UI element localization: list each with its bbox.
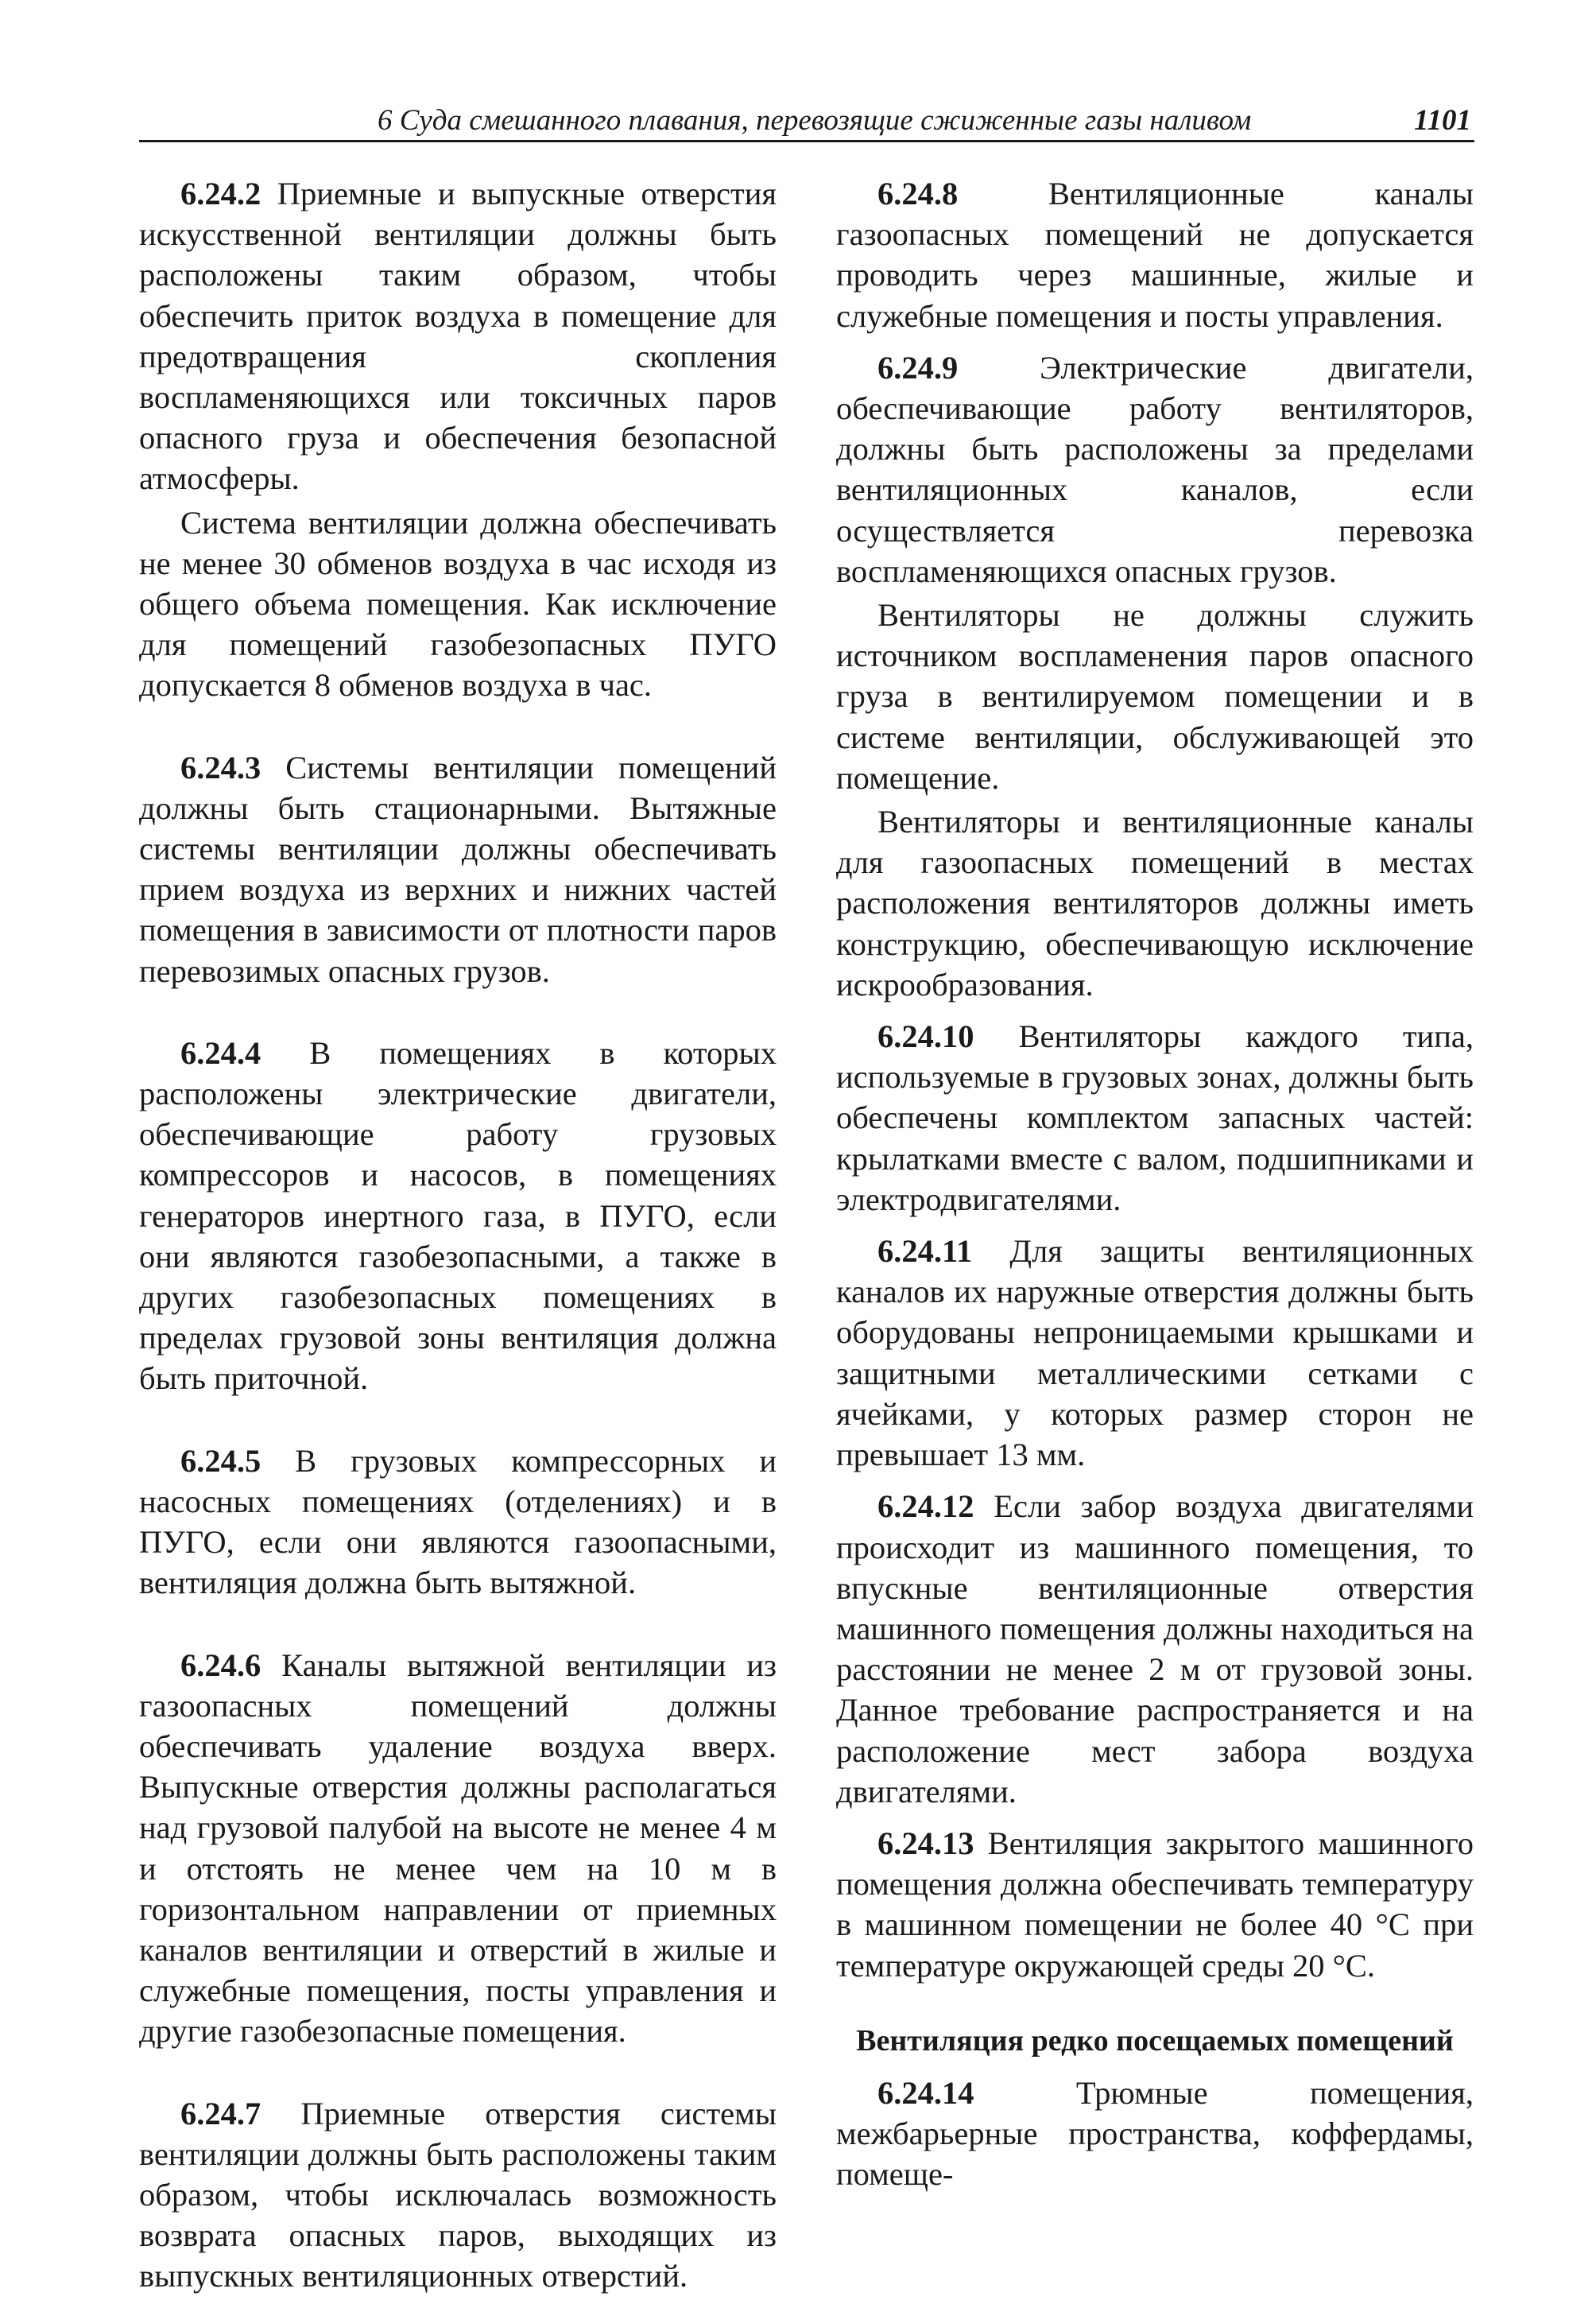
clause-text: В помещениях в которых расположены электрические двигатели, обеспечивающие работу грузовых компрессоров и насосов, в помещениях генераторов инертного газа, в ПУГО, если они являются газобезопасными, а также в других газобезопасных помещениях в пределах грузовой зоны вентиляция должна быть приточной. bbox=[139, 1034, 777, 1397]
page-number: 1101 bbox=[1414, 104, 1471, 137]
clause-text: В грузовых компрессорных и насосных помещениях (отделениях) и в ПУГО, если они являются газоопасными, вентиляция должна быть вытяжной. bbox=[139, 1442, 777, 1601]
clause-number: 6.24.11 bbox=[877, 1233, 973, 1270]
paragraph-6-24-12 bbox=[836, 1486, 1474, 1812]
clause-number: 6.24.5 bbox=[180, 1442, 261, 1479]
clause-text: Системы вентиляции помещений должны быть стационарными. Вытяжные системы вентиляции должны обеспечивать прием воздуха из верхних и нижних частей помещения в зависимости от плотности паров перевозимых опасных грузов. bbox=[139, 749, 777, 989]
clause-text: Вентиляционные каналы газоопасных помещений не допускается проводить через машинные, жилые и служебные помещения и посты управления. bbox=[836, 176, 1474, 334]
paragraph-6-24-14 bbox=[836, 2073, 1474, 2195]
running-header bbox=[139, 99, 1474, 142]
clause-number: 6.24.3 bbox=[180, 749, 261, 785]
paragraph-6-24-6 bbox=[139, 1645, 777, 2052]
clause-number: 6.24.8 bbox=[877, 176, 959, 211]
paragraph-6-24-8 bbox=[836, 173, 1474, 336]
paragraph-6-24-9-continued-2: Вентиляторы и вентиляционные каналы для газоопасных помещений в местах расположения вентиляторов должны иметь конструкцию, обеспечивающую исключение искрообразования. bbox=[836, 804, 1474, 1003]
clause-number: 6.24.13 bbox=[877, 1825, 974, 1861]
clause-text: Если забор воздуха двигателями происходит из машинного помещения, то впускные вентиляционные отверстия машинного помещения должны находиться на расстоянии не менее 2 м от грузовой зоны. Данное требование распространяется и на расположение мест забора воздуха двигателями. bbox=[836, 1488, 1474, 1809]
paragraph-6-24-2-continued: Система вентиляции должна обеспечивать не менее 30 обменов воздуха в час исходя из общего объема помещения. Как исключение для помещений газобезопасных ПУГО допускается 8 обменов воздуха в час. bbox=[139, 504, 777, 704]
clause-text: Вентиляторы каждого типа, используемые в грузовых зонах, должны быть обеспечены комплектом запасных частей: крылатками вместе с валом, подшипниками и электродвигателями. bbox=[836, 1018, 1474, 1217]
clause-number: 6.24.14 bbox=[877, 2074, 974, 2111]
left-column bbox=[139, 173, 777, 2300]
paragraph-6-24-11 bbox=[836, 1231, 1474, 1475]
right-column bbox=[836, 173, 1474, 2198]
clause-text: Электрические двигатели, обеспечивающие работу вентиляторов, должны быть расположены за пределами вентиляционных каналов, если осуществляется перевозка воспламеняющихся опасных грузов. bbox=[836, 349, 1474, 589]
paragraph-6-24-9 bbox=[836, 347, 1474, 591]
clause-number: 6.24.6 bbox=[180, 1646, 261, 1683]
header-title: 6 Суда смешанного плавания, перевозящие сжиженные газы наливом bbox=[378, 104, 1252, 137]
clause-number: 6.24.9 bbox=[877, 349, 959, 386]
clause-text: Трюмные помещения, межбарьерные пространства, коффердамы, помеще- bbox=[836, 2074, 1474, 2193]
clause-text: Вентиляция закрытого машинного помещения должна обеспечивать температуру в машинном помещении не более 40 °С при температуре окружающей среды 20 °С. bbox=[836, 1825, 1474, 1984]
paragraph-6-24-9-continued: Вентиляторы не должны служить источником воспламенения паров опасного груза в вентилируемом помещении и в системе вентиляции, обслуживающей это помещение. bbox=[836, 597, 1474, 796]
clause-number: 6.24.10 bbox=[877, 1018, 974, 1055]
paragraph-6-24-10 bbox=[836, 1016, 1474, 1220]
clause-number: 6.24.12 bbox=[877, 1488, 974, 1525]
paragraph-6-24-7 bbox=[139, 2093, 777, 2297]
clause-text: Для защиты вентиляционных каналов их наружные отверстия должны быть оборудованы непроницаемыми крышками и защитными металлическими сетками с ячейками, у которых размер сторон не превышает 13 мм. bbox=[836, 1233, 1474, 1473]
clause-number: 6.24.7 bbox=[180, 2095, 261, 2131]
clause-number: 6.24.4 bbox=[180, 1034, 261, 1071]
paragraph-6-24-13 bbox=[836, 1823, 1474, 1986]
clause-text: Приемные и выпускные отверстия искусственной вентиляции должны быть расположены таким образом, чтобы обеспечить приток воздуха в помещение для предотвращения скопления воспламеняющихся или токсичных паров опасного груза и обеспечения безопасной атмосферы. bbox=[139, 176, 777, 497]
section-subheading: Вентиляция редко посещаемых помещений bbox=[856, 2023, 1454, 2058]
paragraph-6-24-4 bbox=[139, 1033, 777, 1399]
paragraph-6-24-3 bbox=[139, 747, 777, 991]
clause-number: 6.24.2 bbox=[180, 176, 261, 211]
paragraph-6-24-2 bbox=[139, 173, 777, 499]
paragraph-6-24-5 bbox=[139, 1441, 777, 1604]
clause-text: Каналы вытяжной вентиляции из газоопасных помещений должны обеспечивать удаление воздуха вверх. Выпускные отверстия должны располагаться над грузовой палубой на высоте не менее 4 м и отстоять не менее чем на 10 м в горизонтальном направлении от приемных каналов вентиляции и отверстий в жилые и служебные помещения, посты управления и другие газобезопасные помещения. bbox=[139, 1646, 777, 2050]
clause-text: Приемные отверстия системы вентиляции должны быть расположены таким образом, чтобы исключалась возможность возврата опасных паров, выходящих из выпускных вентиляционных отверстий. bbox=[139, 2095, 777, 2294]
